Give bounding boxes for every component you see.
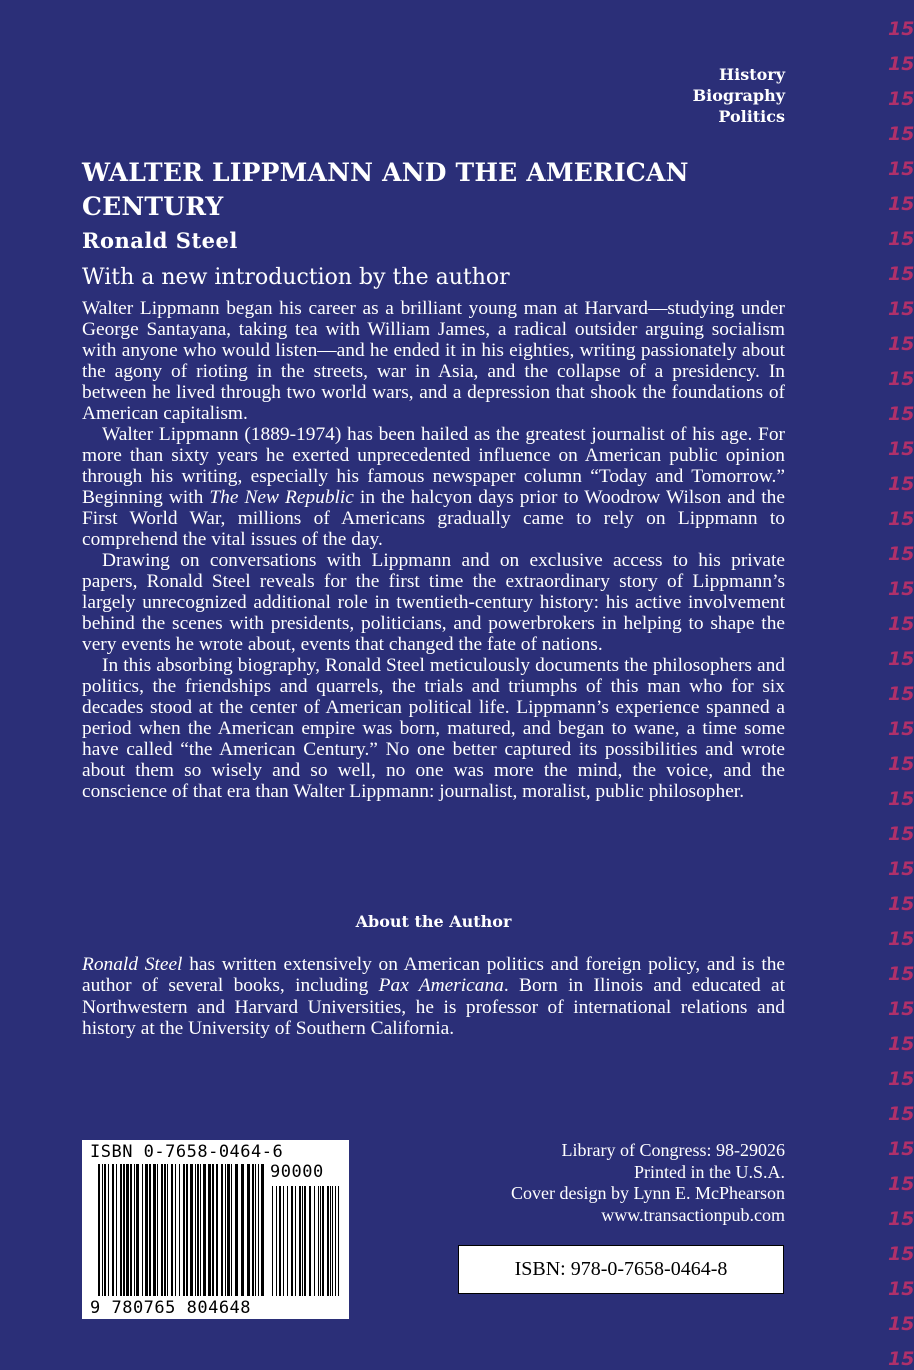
edge-mark: 15 (888, 1138, 914, 1160)
edge-strip (885, 0, 914, 1370)
barcode-bar (142, 1164, 143, 1296)
edge-mark: 15 (888, 438, 914, 460)
barcode-bar (171, 1164, 173, 1296)
barcode-bar (145, 1164, 148, 1296)
intro-note: With a new introduction by the author (82, 265, 510, 290)
text-run: Drawing on conversations with Lippmann and on exclusive access to his private papers, Ronald Steel reveals for the first time the extraordinary story of Lippmann’s largely unrecognized additional role in twentieth-century history: his active involvement behind the scenes with presidents, politicians, and powerbrokers in helping to shape the very events he wrote about, events that changed the fate of nations. (82, 550, 785, 655)
barcode-addon-bar (287, 1186, 288, 1296)
barcode-bar (123, 1164, 125, 1296)
barcode-bar (183, 1164, 185, 1296)
barcode-price-code: 90000 (270, 1162, 324, 1182)
edge-mark: 15 (888, 158, 914, 180)
barcode-bar (212, 1164, 214, 1296)
barcode-bar (112, 1164, 114, 1296)
edge-mark: 15 (888, 1068, 914, 1090)
italic-title: Pax Americana (378, 975, 504, 997)
edge-mark: 15 (888, 228, 914, 250)
edge-mark: 15 (888, 893, 914, 915)
edge-mark: 15 (888, 53, 914, 75)
barcode-addon-bar (330, 1186, 331, 1296)
edge-mark: 15 (888, 753, 914, 775)
description-paragraph-2 (82, 424, 785, 550)
edge-mark: 15 (888, 508, 914, 530)
barcode-addon-bar (338, 1186, 339, 1296)
category-list (693, 64, 785, 127)
barcode-bar (235, 1164, 238, 1296)
category-biography: Biography (692, 86, 785, 105)
edge-mark: 15 (888, 683, 914, 705)
edge-mark: 15 (888, 263, 914, 285)
barcode-bar (104, 1164, 106, 1296)
barcode-bar (102, 1164, 103, 1296)
barcode-addon-bar (320, 1186, 321, 1296)
barcode-bar (175, 1164, 176, 1296)
barcode-addon-bar (335, 1186, 336, 1296)
barcode-bar (216, 1164, 218, 1296)
description-paragraph-1 (82, 298, 785, 424)
edge-mark: 15 (888, 823, 914, 845)
barcode-addon-bar (279, 1186, 281, 1296)
barcode-bar (252, 1164, 254, 1296)
text-run: In this absorbing biography, Ronald Steel meticulously documents the philosophers and politics, the friendships and quarrels, the trials and triumphs of this man who for six decades stood at the center of American political life. Lippmann’s experience spanned a period when the American empire was born, matured, and began to wane, a time some have called “the American Century.” No one better captured its possibilities and wrote about them so wisely and so well, no one was more the mind, the voice, and the conscience of that era than Walter Lippmann: journalist, moralist, public philosopher. (82, 655, 785, 802)
barcode-bar (153, 1164, 156, 1296)
edge-mark: 15 (888, 88, 914, 110)
barcode-addon-bar (327, 1186, 329, 1296)
barcode-bar (221, 1164, 223, 1296)
description-body (82, 298, 785, 802)
barcode-addon-bar (302, 1186, 303, 1296)
edge-mark: 15 (888, 473, 914, 495)
edge-mark: 15 (888, 18, 914, 40)
barcode (82, 1140, 349, 1319)
edge-mark: 15 (888, 1348, 914, 1370)
barcode-bar (200, 1164, 201, 1296)
barcode-addon-bar (276, 1186, 277, 1296)
barcode-addon-bar (283, 1186, 284, 1296)
edge-mark: 15 (888, 123, 914, 145)
publisher-website: www.transactionpub.com (601, 1204, 785, 1225)
edge-mark: 15 (888, 403, 914, 425)
barcode-addon-bar (314, 1186, 315, 1296)
barcode-bar (179, 1164, 180, 1296)
barcode-bar (157, 1164, 158, 1296)
book-author: Ronald Steel (82, 228, 238, 253)
about-author-text (82, 954, 785, 1039)
barcode-bar (195, 1164, 196, 1296)
barcode-addon-bar (322, 1186, 324, 1296)
edge-mark: 15 (888, 333, 914, 355)
barcode-bar (247, 1164, 250, 1296)
barcode-bar (134, 1164, 135, 1296)
edge-mark: 15 (888, 613, 914, 635)
barcode-addon-bar (272, 1186, 273, 1296)
barcode-bar (208, 1164, 211, 1296)
edge-mark: 15 (888, 963, 914, 985)
barcode-bar (167, 1164, 168, 1296)
edge-mark: 15 (888, 928, 914, 950)
italic-title: Ronald Steel (82, 954, 183, 975)
barcode-bar (116, 1164, 117, 1296)
barcode-bar (136, 1164, 139, 1296)
edge-mark: 15 (888, 1103, 914, 1125)
about-author-heading: About the Author (355, 912, 512, 931)
barcode-bar (261, 1164, 264, 1296)
barcode-bar (98, 1164, 100, 1296)
edge-mark: 15 (888, 1033, 914, 1055)
barcode-bar (130, 1164, 132, 1296)
barcode-ean-digits: 9 780765 804648 (90, 1298, 252, 1318)
description-paragraph-4 (82, 655, 785, 802)
edge-mark: 15 (888, 298, 914, 320)
edge-mark: 15 (888, 1208, 914, 1230)
edge-mark: 15 (888, 193, 914, 215)
barcode-bar (108, 1164, 109, 1296)
barcode-bar (255, 1164, 256, 1296)
edge-mark: 15 (888, 998, 914, 1020)
barcode-addon-bar (295, 1186, 296, 1296)
edge-mark: 15 (888, 858, 914, 880)
edge-mark: 15 (888, 543, 914, 565)
text-run: has written extensively on American politics and foreign policy, and is the author of several books, including (82, 954, 786, 997)
barcode-addon-bar (299, 1186, 301, 1296)
barcode-addon-bar (309, 1186, 311, 1296)
edge-mark: 15 (888, 1173, 914, 1195)
barcode-addon-bar (291, 1186, 293, 1296)
barcode-bar (241, 1164, 244, 1296)
edge-mark: 15 (888, 1313, 914, 1335)
edge-mark: 15 (888, 718, 914, 740)
barcode-bar (197, 1164, 199, 1296)
barcode-bar (149, 1164, 151, 1296)
description-paragraph-3 (82, 550, 785, 655)
barcode-bar (231, 1164, 232, 1296)
barcode-bar (258, 1164, 259, 1296)
barcode-bar (203, 1164, 206, 1296)
book-title: WALTER LIPPMANN AND THE AMERICAN CENTURY (82, 158, 689, 221)
edge-mark: 15 (888, 648, 914, 670)
text-run: Walter Lippmann (1889-1974) has been hailed as the greatest journalist of his age. For more than sixty years he exerted unprecedented influence on American public opinion through his writing, especially his famous newspaper column “Today and Tomorrow.” Beginning with (82, 424, 785, 508)
barcode-bar (120, 1164, 122, 1296)
barcode-isbn-10: ISBN 0-7658-0464-6 (90, 1142, 284, 1162)
barcode-bar (164, 1164, 166, 1296)
edge-mark: 15 (888, 1278, 914, 1300)
edge-mark: 15 (888, 1243, 914, 1265)
text-run: in the halcyon days prior to Woodrow Wilson and the First World War, millions of Americans gradually came to rely on Lippmann to comprehend the vital issues of the day. (82, 487, 785, 550)
barcode-addon-bar (332, 1186, 333, 1296)
barcode-bar (126, 1164, 129, 1296)
barcode-addon-bar (304, 1186, 306, 1296)
publisher-info (511, 1140, 785, 1226)
barcode-bar (186, 1164, 188, 1296)
barcode-bar (225, 1164, 226, 1296)
edge-mark: 15 (888, 578, 914, 600)
category-history: History (719, 65, 785, 84)
library-of-congress: Library of Congress: 98-29026 (561, 1140, 785, 1160)
text-run: . Born in Ilinois and educated at Northwestern and Harvard Universities, he is professor of international relations and history at the University of Southern California. (82, 975, 785, 1039)
edge-mark: 15 (888, 368, 914, 390)
barcode-bar (227, 1164, 230, 1296)
category-politics: Politics (718, 107, 785, 126)
edge-mark: 15 (888, 788, 914, 810)
text-run: Walter Lippmann began his career as a brilliant young man at Harvard—studying under George Santayana, taking tea with William James, a radical outsider arguing socialism with anyone who would listen—and he ended it in his eighties, writing passionately about the agony of rioting in the streets, war in Asia, and the collapse of a presidency. In between he lived through two world wars, and a depression that shook the foundations of American capitalism. (82, 298, 785, 424)
italic-title: The New Republic (209, 487, 354, 508)
barcode-addon-bar (318, 1186, 319, 1296)
isbn-13-box: ISBN: 978-0-7658-0464-8 (458, 1245, 784, 1294)
barcode-bar (161, 1164, 163, 1296)
printed-in: Printed in the U.S.A. (634, 1161, 785, 1182)
cover-design-credit: Cover design by Lynn E. McPhearson (511, 1183, 785, 1203)
barcode-bar (190, 1164, 193, 1296)
